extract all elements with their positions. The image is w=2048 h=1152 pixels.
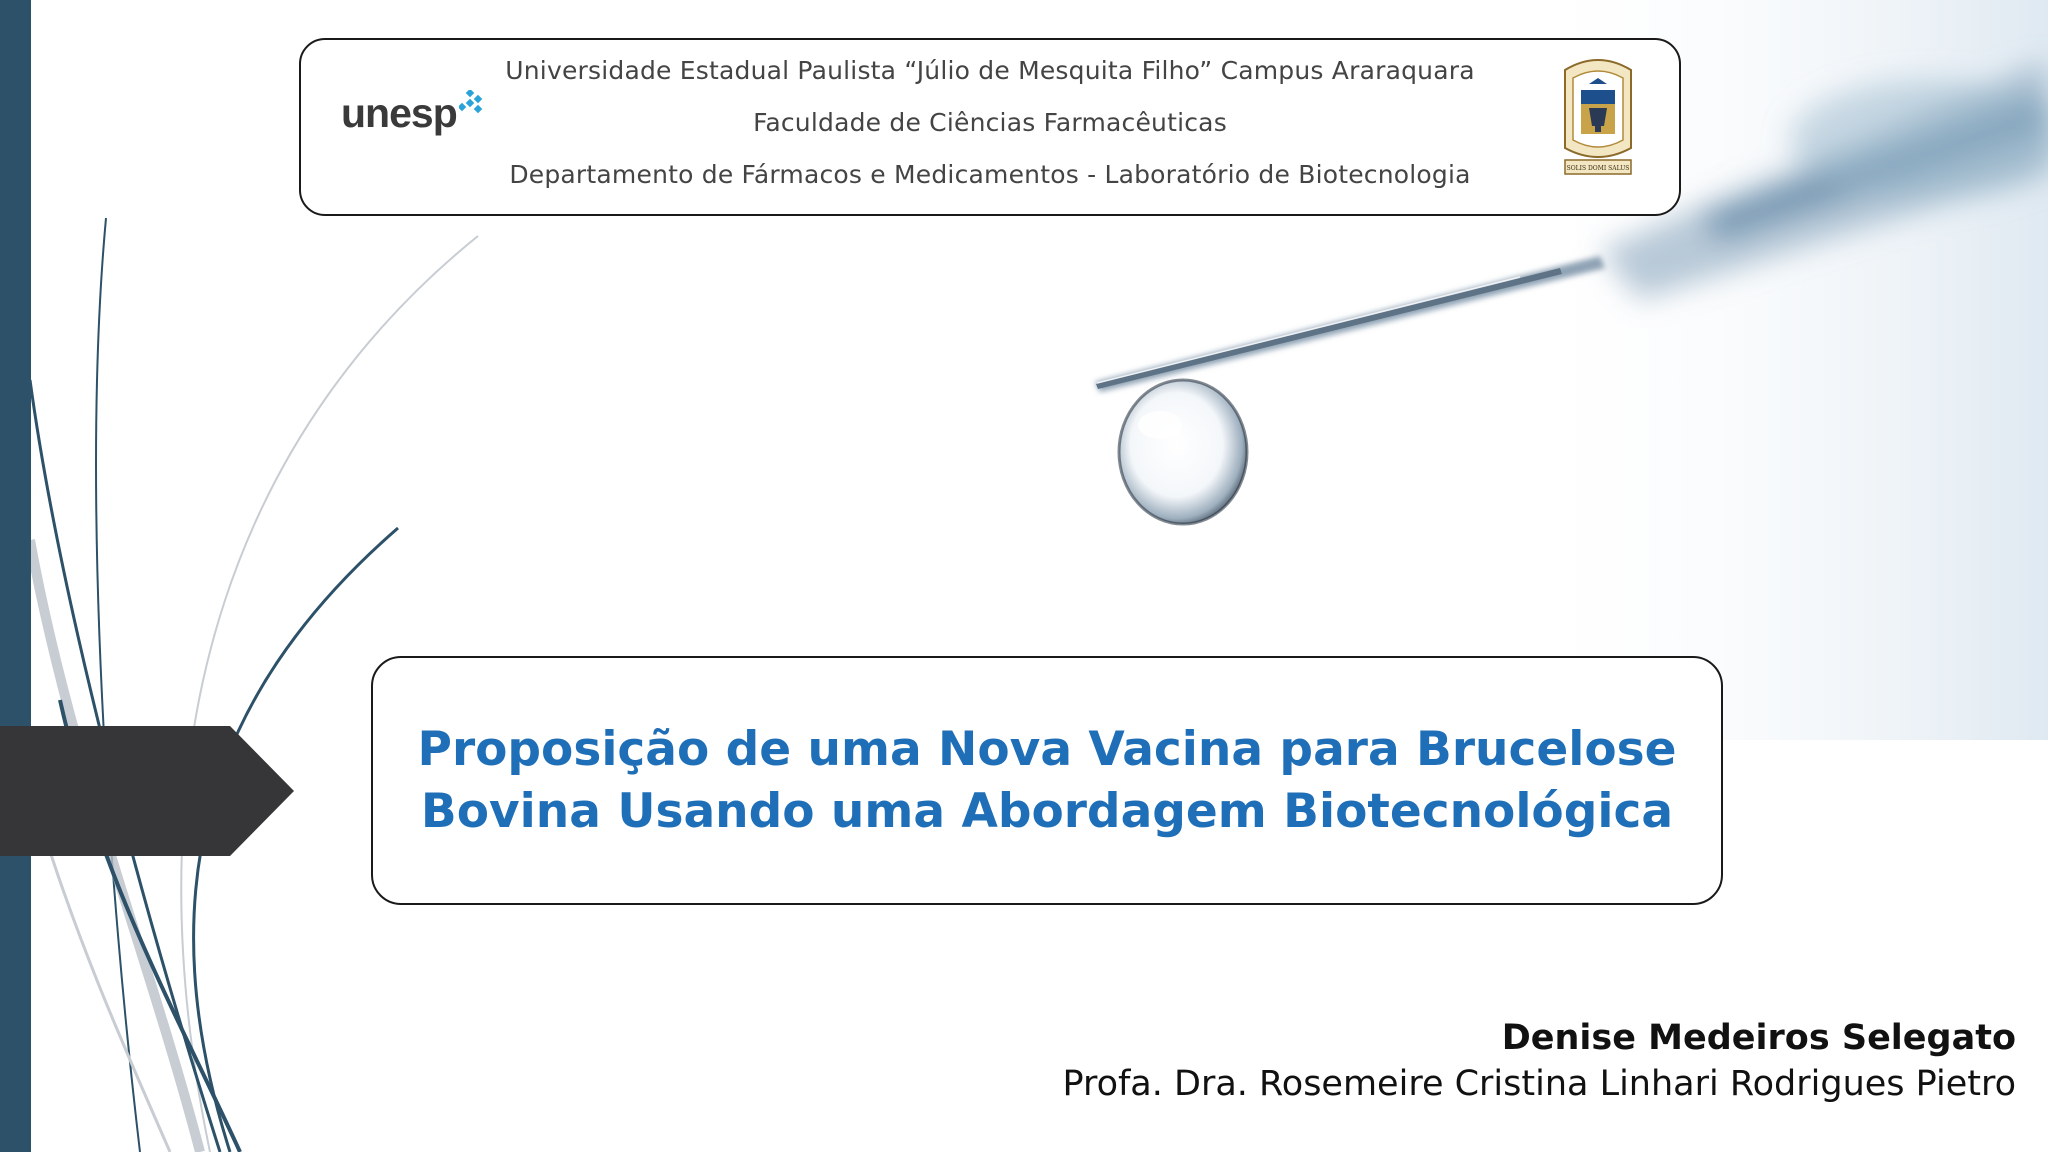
author-student: Denise Medeiros Selegato [1501, 1018, 2016, 1058]
department-name: Departamento de Fármacos e Medicamentos - Laboratório de Biotecnologia [509, 160, 1471, 189]
svg-text:SOLIS DOMI SALUS: SOLIS DOMI SALUS [1566, 165, 1630, 172]
faculty-crest-icon [1559, 56, 1637, 184]
university-name: Universidade Estadual Paulista “Júlio de Mesquita Filho” Campus Araraquara [505, 56, 1475, 85]
title-line-2: Bovina Usando uma Abordagem Biotecnológica [420, 783, 1674, 839]
faculty-name: Faculdade de Ciências Farmacêuticas [753, 108, 1227, 137]
presentation-title-box [371, 656, 1723, 905]
arrow-tab [0, 726, 294, 856]
unesp-logo-text: unesp [341, 90, 457, 136]
title-line-1: Proposição de uma Nova Vacina para Brucelose [417, 721, 1677, 777]
accent-bar [0, 0, 31, 1152]
institution-header [299, 38, 1681, 216]
author-advisor: Profa. Dra. Rosemeire Cristina Linhari Rodrigues Pietro [1062, 1064, 2016, 1104]
